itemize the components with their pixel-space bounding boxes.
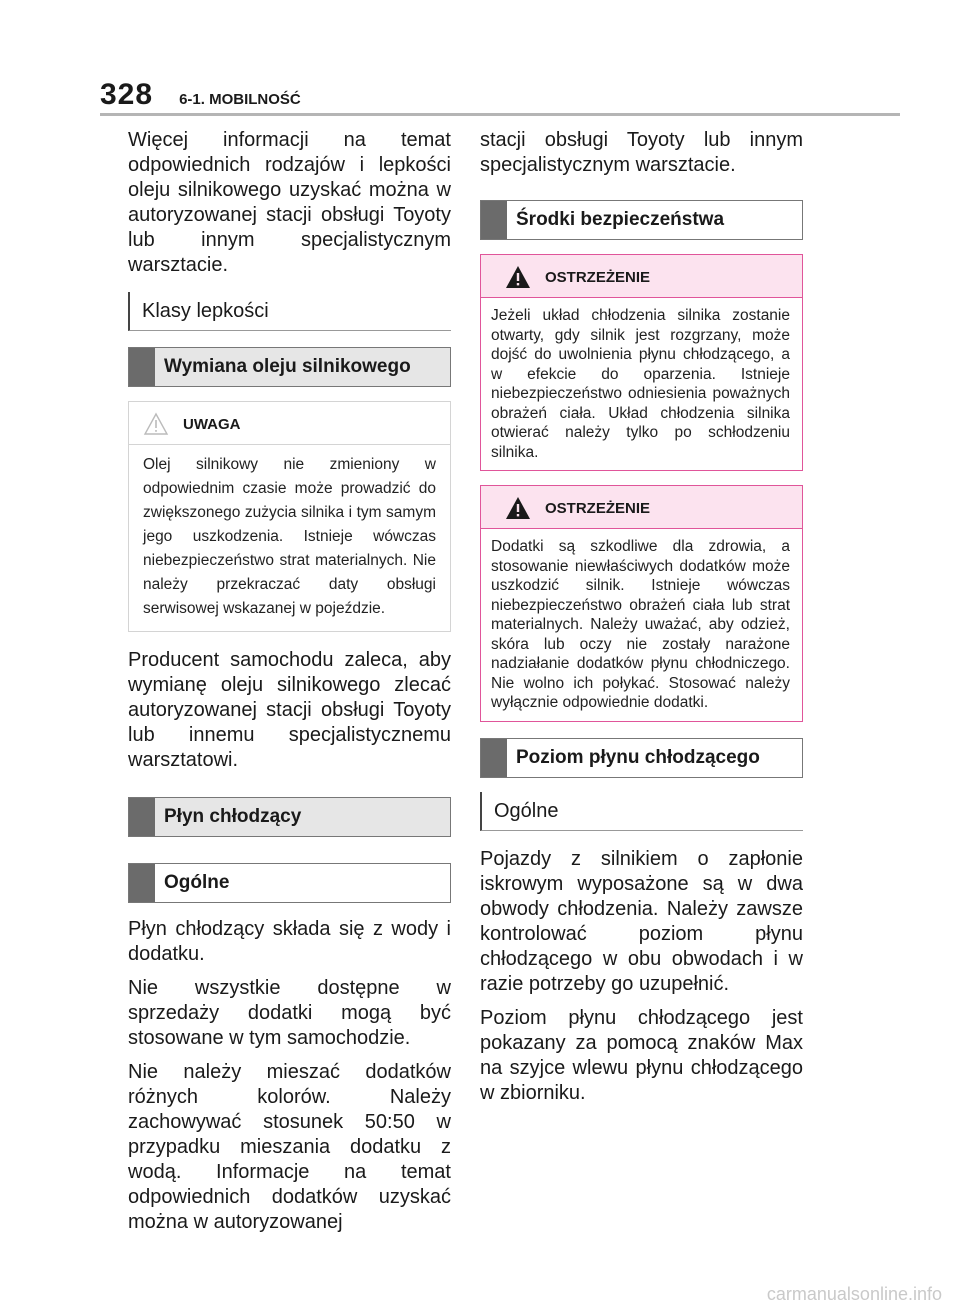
heading-label: Płyn chłodzący <box>164 806 302 827</box>
warning-icon <box>505 265 531 289</box>
recommend-paragraph: Producent samochodu zaleca, aby wymianę oleju silnikowego zlecać autoryzowanej stacji obsługi Toyoty lub innemu specjalistycznemu warsztatowi. <box>128 649 451 771</box>
caution-box <box>128 401 451 632</box>
warning-header <box>481 486 802 529</box>
subheading-viscosity: Klasy lepkości <box>128 292 451 331</box>
warning-title: OSTRZEŻENIE <box>545 268 651 286</box>
heading-label: Środki bezpieczeństwa <box>516 209 725 230</box>
caution-text: Olej silnikowy nie zmieniony w odpowiednim czasie może prowadzić do zwiększonego zużycia silnika i tym samym jego uszkodzenia. Istnieje wówczas niebezpieczeństwo strat materialnych. Nie należy przekraczać daty obsługi serwisowej wskazanej w pojeździe. <box>143 456 436 617</box>
warning-text: Jeżeli układ chłodzenia silnika zostanie otwarty, gdy silnik jest rozgrzany, może dojść do uwolnienia płynu chłodzącego, a w efekcie do oparzenia. Istnieje niebezpieczeństwo odniesienia poważnych obrażeń ciała. Układ chłodzenia silnika otwierać należy tylko po schłodzeniu silnika. <box>481 298 802 470</box>
heading-label: Poziom płynu chłodzącego <box>516 746 760 768</box>
page-header <box>100 78 301 112</box>
caution-title: UWAGA <box>183 415 241 433</box>
heading-marker <box>481 201 507 239</box>
warning-box-1 <box>480 254 803 471</box>
heading-marker <box>129 348 155 386</box>
heading-label: Ogólne <box>164 872 230 893</box>
heading-coolant <box>128 797 451 837</box>
heading-coolant-level <box>480 738 803 778</box>
warning-header <box>481 255 802 298</box>
warning-icon <box>505 496 531 520</box>
caution-icon <box>143 412 169 436</box>
heading-marker <box>481 739 507 777</box>
section-title: 6-1. MOBILNOŚĆ <box>179 91 301 108</box>
heading-marker <box>129 864 155 902</box>
caution-header <box>129 402 450 445</box>
continuation-paragraph: stacji obsługi Toyoty lub innym specjalistycznym warsztacie. <box>480 129 803 176</box>
warning-title: OSTRZEŻENIE <box>545 499 651 517</box>
subheading-general: Ogólne <box>480 792 803 831</box>
coolant-paragraph-3: Nie należy mieszać dodatków różnych kolorów. Należy zachowywać stosunek 50:50 w przypadku mieszania dodatku z wodą. Informacje na temat odpowiednich dodatków uzyskać można w autoryzowanej <box>128 1061 451 1233</box>
heading-oil-change <box>128 347 451 387</box>
heading-marker <box>129 798 155 836</box>
right-column <box>480 128 803 1115</box>
intro-paragraph: Więcej informacji na temat odpowiednich rodzajów i lepkości oleju silnikowego uzyskać można w autoryzowanej stacji obsługi Toyoty lub innym specjalistycznym warsztacie. <box>128 129 451 276</box>
heading-label: Wymiana oleju silnikowego <box>164 356 411 377</box>
level-paragraph-1: Pojazdy z silnikiem o zapłonie iskrowym wyposażone są w dwa obwody chłodzenia. Należy zawsze kontrolować poziom płynu chłodzącego w obu obwodach i w razie potrzeby go uzupełnić. <box>480 847 803 995</box>
watermark: carmanualsonline.info <box>766 1284 942 1304</box>
left-column <box>128 128 451 1244</box>
level-paragraph-2: Poziom płynu chłodzącego jest pokazany za pomocą znaków Max na szyjce wlewu płynu chłodzącego w zbiorniku. <box>480 1006 803 1104</box>
warning-text: Dodatki są szkodliwe dla zdrowia, a stosowanie niewłaściwych dodatków może uszkodzić silnik. Istnieje wówczas niebezpieczeństwo obrażeń ciała lub strat materialnych. Należy uważać, aby odzież, skóra lub oczy nie zostały narażone nadziałanie dodatków płynu chłodniczego. Nie wolno ich połykać. Stosować należy wyłącznie odpowiednie dodatki. <box>481 529 802 721</box>
warning-box-2 <box>480 485 803 722</box>
coolant-paragraph-2: Nie wszystkie dostępne w sprzedaży dodatki mogą być stosowane w tym samochodzie. <box>128 977 451 1049</box>
heading-general <box>128 863 451 903</box>
coolant-paragraph-1: Płyn chłodzący składa się z wody i dodatku. <box>128 918 451 965</box>
page-number: 328 <box>100 78 154 111</box>
heading-safety <box>480 200 803 240</box>
header-rule <box>100 113 900 116</box>
